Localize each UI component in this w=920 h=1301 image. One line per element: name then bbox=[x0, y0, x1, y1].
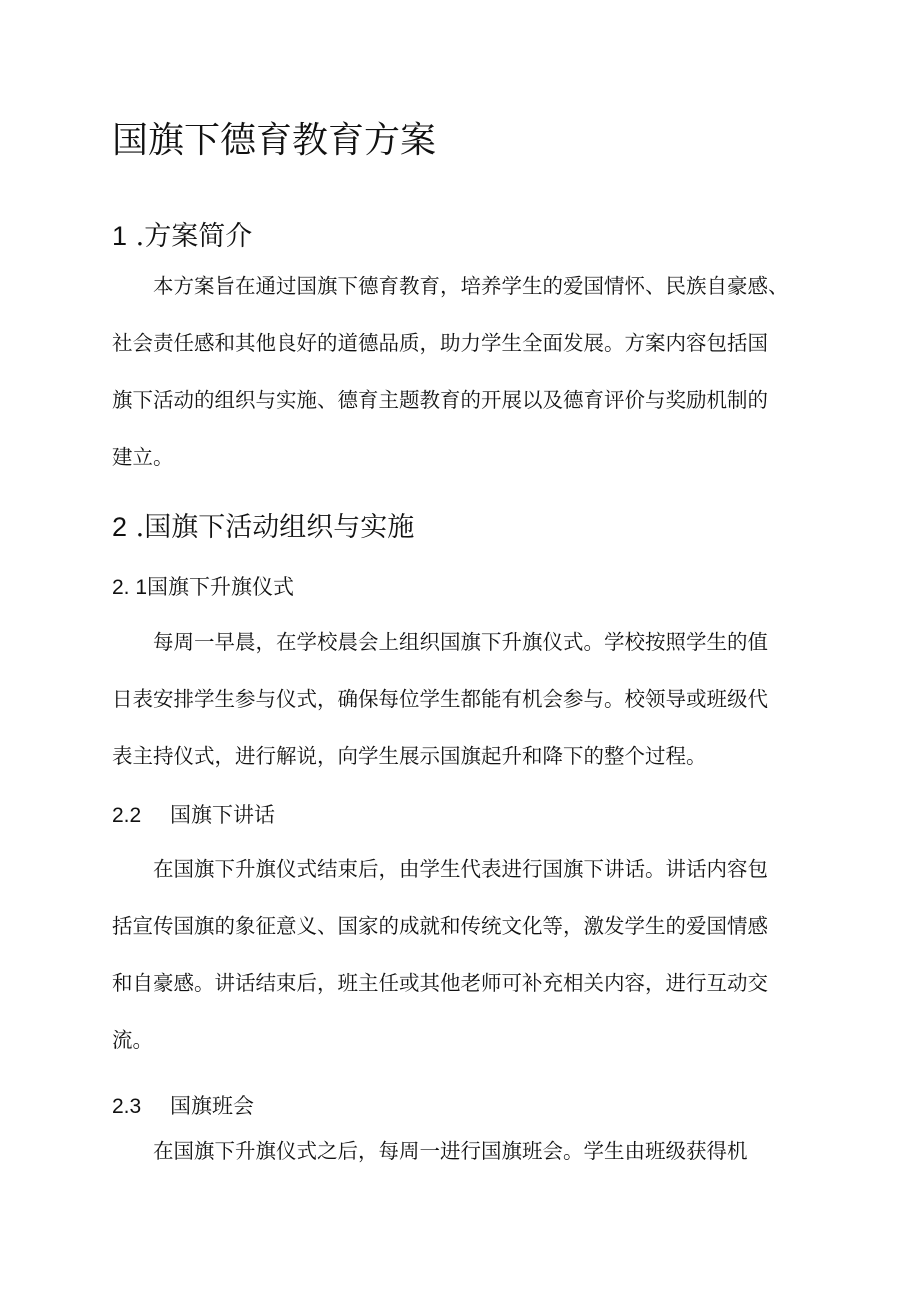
paragraph-line: 本方案旨在通过国旗下德育教育，培养学生的爱国情怀、民族自豪感、 bbox=[153, 274, 789, 298]
subsection-2-1-paragraph bbox=[112, 614, 812, 785]
subsection-2-2-number: 2.2 bbox=[112, 804, 142, 827]
paragraph-line: 和自豪感。讲话结束后，班主任或其他老师可补充相关内容，进行互动交 bbox=[112, 971, 768, 995]
subsection-2-3-title: 国旗班会 bbox=[170, 1094, 254, 1118]
section-2-number: 2 bbox=[112, 512, 128, 542]
section-1-heading bbox=[112, 214, 252, 253]
section-1-number: 1 bbox=[112, 221, 128, 251]
paragraph-line: 表主持仪式，进行解说，向学生展示国旗起升和降下的整个过程。 bbox=[112, 744, 707, 768]
subsection-2-3-paragraph bbox=[112, 1123, 812, 1180]
paragraph-line: 在国旗下升旗仪式之后，每周一进行国旗班会。学生由班级获得机 bbox=[153, 1139, 748, 1163]
subsection-2-3-number: 2.3 bbox=[112, 1095, 142, 1118]
subsection-2-1-number: 2. 1 bbox=[112, 576, 148, 599]
document-title: 国旗下德育教育方案 bbox=[112, 120, 437, 161]
paragraph-line: 社会责任感和其他良好的道德品质，助力学生全面发展。方案内容包括国 bbox=[112, 331, 768, 355]
paragraph-line: 括宣传国旗的象征意义、国家的成就和传统文化等，激发学生的爱国情感 bbox=[112, 914, 768, 938]
subsection-2-2-title: 国旗下讲话 bbox=[170, 803, 275, 827]
paragraph-line: 在国旗下升旗仪式结束后，由学生代表进行国旗下讲话。讲话内容包 bbox=[153, 857, 768, 881]
paragraph-line: 旗下活动的组织与实施、德育主题教育的开展以及德育评价与奖励机制的 bbox=[112, 388, 768, 412]
section-1-paragraph bbox=[112, 258, 812, 486]
paragraph-line: 每周一早晨，在学校晨会上组织国旗下升旗仪式。学校按照学生的值 bbox=[153, 630, 768, 654]
section-2-heading bbox=[112, 505, 414, 544]
paragraph-line: 流。 bbox=[112, 1028, 153, 1052]
subsection-2-2-heading bbox=[112, 799, 275, 829]
paragraph-line: 日表安排学生参与仪式，确保每位学生都能有机会参与。校领导或班级代 bbox=[112, 687, 768, 711]
paragraph-line: 建立。 bbox=[112, 445, 174, 469]
subsection-2-3-heading bbox=[112, 1090, 254, 1120]
subsection-2-2-paragraph bbox=[112, 841, 812, 1069]
subsection-2-1-heading bbox=[112, 571, 294, 601]
subsection-2-1-title: 国旗下升旗仪式 bbox=[147, 575, 295, 599]
section-1-title: .方案简介 bbox=[135, 221, 253, 252]
section-2-title: .国旗下活动组织与实施 bbox=[135, 512, 415, 543]
